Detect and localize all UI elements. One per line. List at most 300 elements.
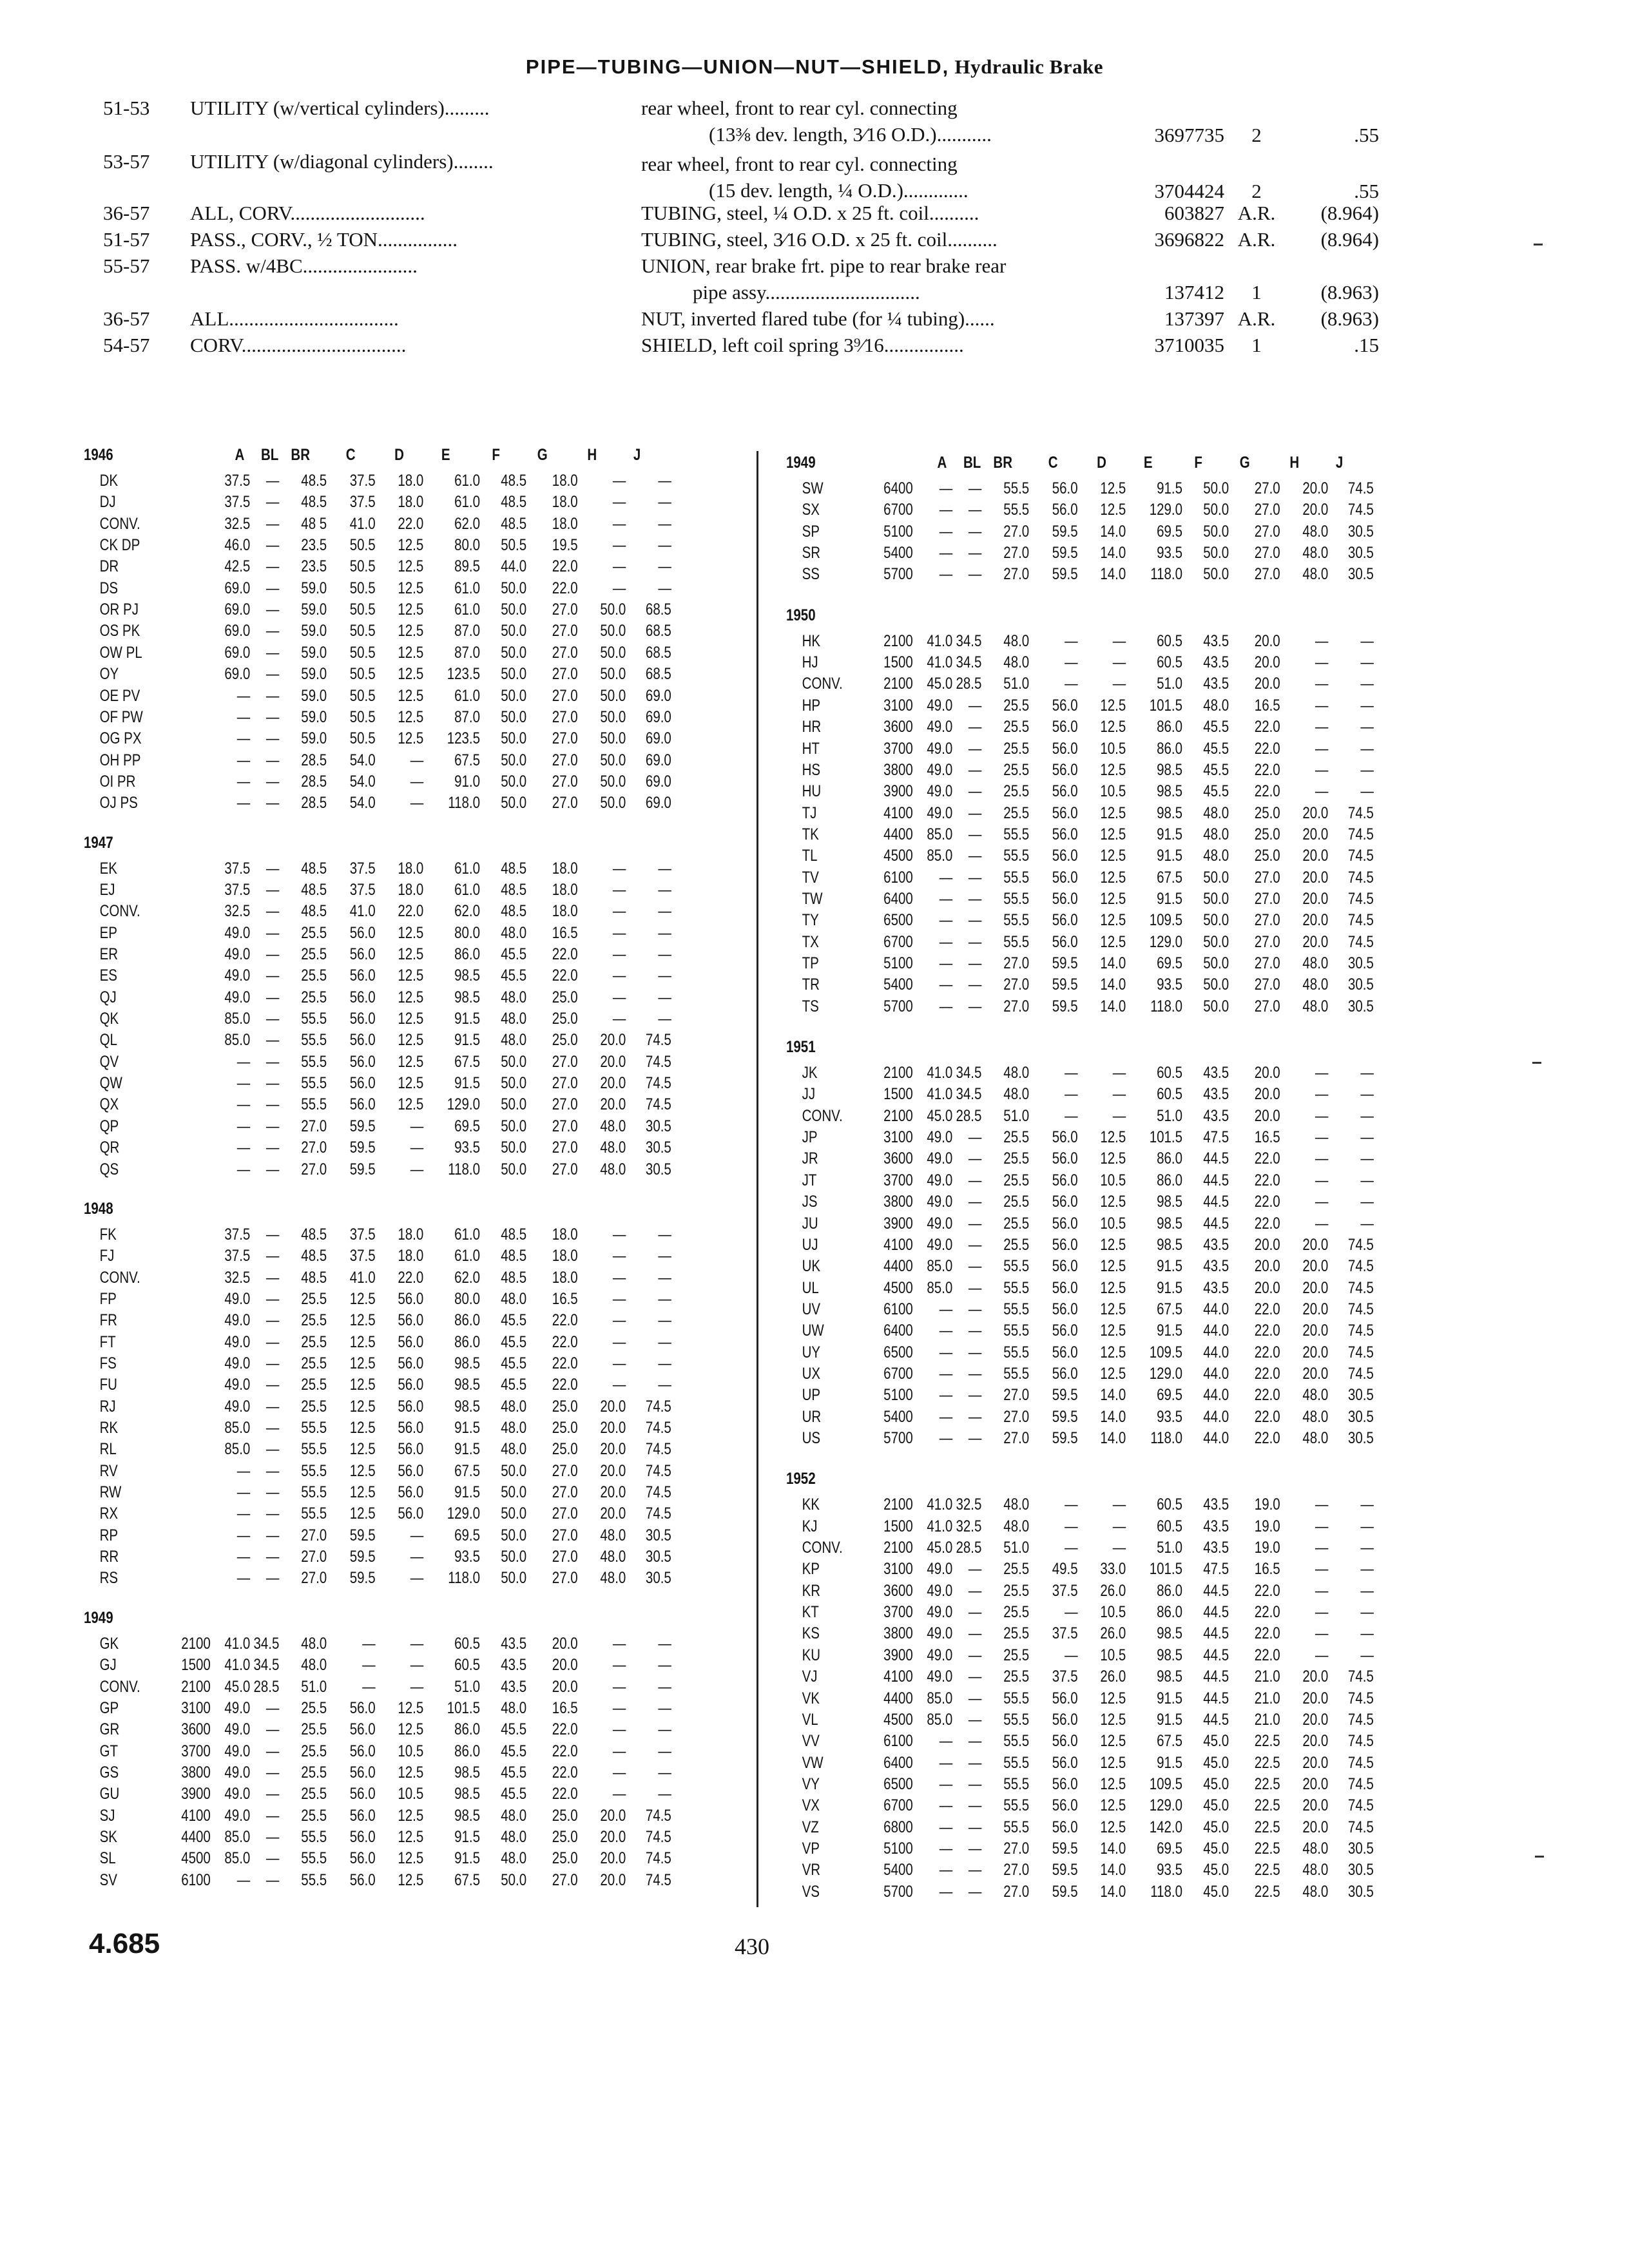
dimension-value: 74.5 xyxy=(1347,1796,1374,1815)
dimension-value: — xyxy=(658,902,671,921)
dimension-value: — xyxy=(1112,631,1126,650)
dimension-value: 28.5 xyxy=(301,794,327,812)
dimension-value: — xyxy=(968,1171,982,1189)
dimension-value: — xyxy=(612,859,626,878)
dimension-value: 14.0 xyxy=(1100,1839,1126,1858)
dimension-value: 101.5 xyxy=(447,1698,480,1717)
dimension-value: 50.0 xyxy=(501,1052,527,1071)
dimension-value: 2100 xyxy=(883,631,913,650)
model-year-heading: 1948 xyxy=(84,1199,113,1218)
dimension-value: 25.0 xyxy=(552,1827,578,1846)
dimension-value: 55.5 xyxy=(301,1052,327,1071)
dimension-value: 62.0 xyxy=(454,1268,480,1287)
part-description: UNION, rear brake frt. pipe to rear brake rear xyxy=(641,255,1007,277)
section-number: 4.685 xyxy=(89,1928,160,1959)
dimension-value: 2100 xyxy=(883,1064,913,1082)
dimension-value: 4100 xyxy=(181,1806,211,1825)
dimension-value: 12.5 xyxy=(398,557,424,576)
dimension-value: 20.0 xyxy=(1254,675,1280,693)
dimension-value: 61.0 xyxy=(454,1247,480,1265)
dimension-value: 61.0 xyxy=(454,686,480,705)
dimension-value: 27.0 xyxy=(1254,479,1280,497)
dimension-value: — xyxy=(1065,653,1078,672)
dimension-value: 56.0 xyxy=(349,1052,376,1071)
dimension-value: 25.5 xyxy=(301,923,327,942)
model-code: VP xyxy=(802,1839,820,1858)
dimension-value: 48.5 xyxy=(501,1225,527,1244)
dimension-value: 22.0 xyxy=(552,1742,578,1760)
dimension-value: 56.0 xyxy=(349,1698,376,1717)
dimension-value: — xyxy=(1315,631,1329,650)
dimension-value: 56.0 xyxy=(398,1419,424,1437)
dimension-value: 59.5 xyxy=(349,1117,376,1135)
dimension-value: 27.0 xyxy=(552,772,578,791)
dimension-value: — xyxy=(968,1882,982,1901)
dimension-value: — xyxy=(658,1311,671,1330)
dimension-value: 60.5 xyxy=(454,1634,480,1653)
dimension-value: — xyxy=(410,1656,424,1675)
dimension-value: 25.0 xyxy=(552,988,578,1006)
dimension-value: — xyxy=(1065,1517,1078,1535)
dimension-value: 37.5 xyxy=(224,1247,251,1265)
dimension-value: 69.0 xyxy=(645,729,671,748)
dimension-value: — xyxy=(968,1257,982,1276)
dimension-value: — xyxy=(968,954,982,972)
dimension-value: 12.5 xyxy=(1100,1710,1126,1729)
dimension-value: 22.0 xyxy=(552,579,578,597)
dimension-value: 48.5 xyxy=(501,493,527,512)
dimension-value: 12.5 xyxy=(1100,803,1126,822)
dimension-value: — xyxy=(658,1268,671,1287)
dimension-value: 60.5 xyxy=(1157,1495,1182,1514)
dimension-value: 18.0 xyxy=(398,493,424,512)
dimension-value: — xyxy=(265,1289,280,1308)
dimension-value: 27.0 xyxy=(301,1526,327,1544)
model-code: CONV. xyxy=(99,514,140,533)
dimension-value: 61.0 xyxy=(454,493,480,512)
dimension-value: 55.5 xyxy=(1003,1364,1030,1383)
dimension-value: — xyxy=(265,1268,280,1287)
dimension-value: 50.0 xyxy=(1203,868,1229,887)
dimension-value: 48.0 xyxy=(1302,1882,1329,1901)
dimension-value: 3800 xyxy=(883,1624,913,1643)
dimension-value: 10.5 xyxy=(1100,1214,1126,1233)
dimension-value: 109.5 xyxy=(1149,911,1182,930)
dimension-value: — xyxy=(939,1407,953,1426)
dimension-value: 3600 xyxy=(181,1720,211,1739)
dimension-value: 27.0 xyxy=(1254,565,1280,584)
dimension-value: 50.0 xyxy=(501,1139,527,1157)
dimension-value: 60.5 xyxy=(1157,631,1182,650)
dimension-value: 61.0 xyxy=(454,472,480,490)
model-code: FP xyxy=(99,1289,117,1308)
model-code: OE PV xyxy=(99,686,140,705)
dimension-value: 68.5 xyxy=(645,665,671,684)
dimension-value: 20.0 xyxy=(600,1806,626,1825)
dimension-value: 56.0 xyxy=(398,1397,424,1416)
dimension-value: 20.0 xyxy=(1254,631,1280,650)
dimension-value: 69.5 xyxy=(1157,1386,1182,1405)
dimension-value: 20.0 xyxy=(1302,1364,1329,1383)
dimension-value: — xyxy=(939,889,953,908)
dimension-value: 49.0 xyxy=(927,1560,953,1579)
dimension-value: 6700 xyxy=(883,932,913,951)
dimension-value: 18.0 xyxy=(398,472,424,490)
dimension-value: 55.5 xyxy=(1003,911,1030,930)
dimension-value: — xyxy=(968,1278,982,1297)
model-code: TW xyxy=(802,889,823,908)
dimension-value: 56.0 xyxy=(1052,932,1078,951)
dimension-value: 27.0 xyxy=(1254,522,1280,541)
dimension-value: 43.5 xyxy=(501,1634,527,1653)
dimension-value: 51.0 xyxy=(301,1677,327,1696)
dimension-value: 25.5 xyxy=(301,1698,327,1717)
dimension-value: 69.5 xyxy=(454,1117,480,1135)
dimension-value: 56.0 xyxy=(349,1095,376,1114)
dimension-value: 98.5 xyxy=(454,1806,480,1825)
dimension-value: — xyxy=(1315,1214,1329,1233)
dimension-value: — xyxy=(658,514,671,533)
part-model: ALL, CORV........................... xyxy=(190,202,425,224)
dimension-value: 12.5 xyxy=(398,579,424,597)
dimension-value: 74.5 xyxy=(645,1052,671,1071)
dimension-value: 91.0 xyxy=(454,772,480,791)
dimension-value: 55.5 xyxy=(1003,1753,1030,1772)
model-code: SJ xyxy=(99,1806,115,1825)
dimension-value: 48.0 xyxy=(501,1419,527,1437)
dimension-value: 3100 xyxy=(883,1560,913,1579)
dimension-value: 43.5 xyxy=(1203,1278,1229,1297)
dimension-value: 10.5 xyxy=(1100,1646,1126,1664)
dimension-value: — xyxy=(658,1698,671,1717)
dimension-value: — xyxy=(612,988,626,1006)
dimension-value: 43.5 xyxy=(1203,1106,1229,1125)
margin-mark xyxy=(1534,244,1543,245)
dimension-value: — xyxy=(236,751,251,769)
dimension-value: — xyxy=(1360,1214,1374,1233)
dimension-value: 51.0 xyxy=(1157,1539,1182,1557)
dimension-value: — xyxy=(612,1634,626,1653)
dimension-value: 18.0 xyxy=(552,902,578,921)
dimension-value: — xyxy=(1065,1064,1078,1082)
dimension-value: — xyxy=(1315,1064,1329,1082)
dimension-value: 12.5 xyxy=(1100,1753,1126,1772)
dimension-value: 48.5 xyxy=(301,902,327,921)
dimension-value: 14.0 xyxy=(1100,1386,1126,1405)
part-price: (8.964) xyxy=(1320,228,1379,251)
dimension-value: 48.5 xyxy=(301,1247,327,1265)
dimension-value: 56.0 xyxy=(398,1311,424,1330)
dimension-value: 14.0 xyxy=(1100,1861,1126,1879)
dimension-value: — xyxy=(658,1742,671,1760)
dimension-value: 25.5 xyxy=(301,1376,327,1394)
dimension-value: 49.0 xyxy=(927,1149,953,1168)
dimension-value: — xyxy=(939,544,953,562)
dimension-value: 61.0 xyxy=(454,880,480,899)
dimension-value: — xyxy=(968,911,982,930)
dimension-value: — xyxy=(658,472,671,490)
dimension-value: 50.0 xyxy=(501,1461,527,1480)
dimension-value: 44.0 xyxy=(501,557,527,576)
model-year-heading: 1951 xyxy=(786,1038,816,1057)
dimension-value: 16.5 xyxy=(552,1698,578,1717)
dimension-value: 20.0 xyxy=(600,1031,626,1050)
model-year-heading: 1946 xyxy=(84,446,113,464)
dimension-value: — xyxy=(265,1376,280,1394)
dimension-value: 91.5 xyxy=(454,1849,480,1868)
dimension-value: — xyxy=(968,479,982,497)
dimension-value: 91.5 xyxy=(1157,1753,1182,1772)
dimension-value: 56.0 xyxy=(349,1031,376,1050)
dimension-value: 55.5 xyxy=(1003,868,1030,887)
dimension-value: — xyxy=(658,859,671,878)
dimension-value: 50.0 xyxy=(600,643,626,662)
part-price: (8.964) xyxy=(1320,202,1379,224)
dimension-value: 32.5 xyxy=(224,1268,251,1287)
dimension-value: 28.5 xyxy=(956,1106,982,1125)
dimension-value: — xyxy=(612,902,626,921)
dimension-value: 12.5 xyxy=(1100,1818,1126,1836)
dimension-value: 69.5 xyxy=(1157,1839,1182,1858)
dimension-value: 44.5 xyxy=(1203,1214,1229,1233)
dimension-value: 68.5 xyxy=(645,601,671,619)
dimension-value: 56.0 xyxy=(1052,1193,1078,1211)
dimension-value: — xyxy=(265,643,280,662)
dimension-value: 12.5 xyxy=(1100,932,1126,951)
dimension-value: — xyxy=(612,1225,626,1244)
model-code: TY xyxy=(802,911,819,930)
model-code: HJ xyxy=(802,653,818,672)
dimension-value: 56.0 xyxy=(1052,696,1078,715)
dimension-value: 85.0 xyxy=(224,1827,251,1846)
dimension-value: — xyxy=(265,1504,280,1523)
model-code: HS xyxy=(802,760,821,779)
dimension-value: 20.0 xyxy=(600,1483,626,1502)
dimension-value: 50.5 xyxy=(349,557,376,576)
dimension-value: 56.0 xyxy=(1052,868,1078,887)
dimension-value: 3700 xyxy=(883,1603,913,1622)
dimension-value: 37.5 xyxy=(1052,1624,1078,1643)
dimension-value: 68.5 xyxy=(645,643,671,662)
dimension-value: — xyxy=(265,1849,280,1868)
dimension-value: 56.0 xyxy=(1052,1214,1078,1233)
dimension-value: 30.5 xyxy=(1347,997,1374,1015)
part-description: SHIELD, left coil spring 3⁹⁄16................ xyxy=(641,334,964,356)
dimension-value: 45.5 xyxy=(1203,782,1229,801)
dimension-value: 27.0 xyxy=(552,1095,578,1114)
dimension-value: — xyxy=(362,1677,376,1696)
dimension-value: 55.5 xyxy=(1003,501,1030,519)
dimension-value: 20.0 xyxy=(1302,1732,1329,1751)
dimension-value: 20.0 xyxy=(1254,1106,1280,1125)
model-code: DK xyxy=(99,472,119,490)
dimension-value: 55.5 xyxy=(1003,1278,1030,1297)
dimension-value: 45.5 xyxy=(501,966,527,985)
dimension-value: 2100 xyxy=(181,1677,211,1696)
dimension-value: 67.5 xyxy=(454,751,480,769)
dimension-value: 69.0 xyxy=(645,772,671,791)
dimension-value: 27.0 xyxy=(1003,1407,1030,1426)
dimension-value: — xyxy=(265,1095,280,1114)
dimension-value: — xyxy=(968,1235,982,1254)
dimension-value: 56.0 xyxy=(398,1483,424,1502)
dimension-value: 59.0 xyxy=(301,665,327,684)
model-code: ES xyxy=(99,966,117,985)
dimension-value: 27.0 xyxy=(552,686,578,705)
column-header-bl: BL xyxy=(963,454,981,472)
dimension-value: 20.0 xyxy=(1302,479,1329,497)
dimension-value: 25.5 xyxy=(301,1763,327,1782)
dimension-value: 50.0 xyxy=(501,1548,527,1566)
dimension-value: — xyxy=(1112,1495,1126,1514)
model-code: OF PW xyxy=(99,707,143,726)
dimension-value: 55.5 xyxy=(301,1849,327,1868)
model-code: HR xyxy=(802,718,822,736)
model-code: GK xyxy=(99,1634,119,1653)
dimension-value: 69.0 xyxy=(645,751,671,769)
dimension-value: 44.5 xyxy=(1203,1689,1229,1707)
dimension-value: — xyxy=(265,472,280,490)
dimension-value: 48.0 xyxy=(1003,1495,1030,1514)
dimension-value: 20.0 xyxy=(1302,1278,1329,1297)
dimension-value: 49.0 xyxy=(927,1171,953,1189)
dimension-value: 91.5 xyxy=(1157,1321,1182,1340)
dimension-value: — xyxy=(968,1429,982,1447)
dimension-value: — xyxy=(265,1483,280,1502)
model-code: TL xyxy=(802,847,818,865)
dimension-value: — xyxy=(265,514,280,533)
dimension-value: 49.0 xyxy=(927,1624,953,1643)
dimension-value: 86.0 xyxy=(454,945,480,963)
dimension-value: 4500 xyxy=(883,847,913,865)
dimension-value: — xyxy=(236,1504,251,1523)
dimension-value: 56.0 xyxy=(1052,1278,1078,1297)
dimension-value: — xyxy=(1112,1085,1126,1104)
dimension-value: 85.0 xyxy=(927,1689,953,1707)
dimension-value: 87.0 xyxy=(454,622,480,640)
dimension-value: 118.0 xyxy=(448,1160,480,1178)
dimension-value: 12.5 xyxy=(398,945,424,963)
dimension-value: 98.5 xyxy=(454,1354,480,1372)
column-header-c: C xyxy=(345,446,356,464)
dimension-value: 86.0 xyxy=(1157,739,1182,758)
dimension-value: — xyxy=(265,579,280,597)
dimension-value: 2100 xyxy=(883,1539,913,1557)
dimension-value: 16.5 xyxy=(1254,1560,1280,1579)
column-header-h: H xyxy=(1289,454,1300,472)
dimension-value: — xyxy=(265,729,280,748)
dimension-value: 22.0 xyxy=(1254,718,1280,736)
dimension-value: 49.0 xyxy=(927,696,953,715)
dimension-value: 49.0 xyxy=(224,1289,251,1308)
dimension-value: — xyxy=(612,493,626,512)
part-quantity: 1 xyxy=(1251,334,1262,356)
dimension-value: 12.5 xyxy=(1100,1257,1126,1276)
dimension-value: 56.0 xyxy=(349,1074,376,1093)
dimension-value: 37.5 xyxy=(224,1225,251,1244)
dimension-value: 25.5 xyxy=(1003,803,1030,822)
dimension-value: 12.5 xyxy=(349,1311,376,1330)
dimension-value: 91.5 xyxy=(1157,1710,1182,1729)
dimension-value: 56.0 xyxy=(349,966,376,985)
dimension-value: — xyxy=(658,536,671,555)
dimension-value: 49.0 xyxy=(927,760,953,779)
model-code: HK xyxy=(802,631,821,650)
dimension-value: 27.0 xyxy=(552,794,578,812)
dimension-value: 91.5 xyxy=(454,1031,480,1050)
dimension-value: 30.5 xyxy=(1347,1839,1374,1858)
dimension-value: 14.0 xyxy=(1100,1882,1126,1901)
dimension-value: 49.0 xyxy=(224,1376,251,1394)
dimension-value: 56.0 xyxy=(398,1289,424,1308)
dimension-value: 20.0 xyxy=(1302,1257,1329,1276)
dimension-value: 49.0 xyxy=(927,1581,953,1600)
dimension-value: 6100 xyxy=(181,1870,211,1889)
dimension-value: 49.0 xyxy=(224,1354,251,1372)
dimension-value: — xyxy=(612,1376,626,1394)
dimension-value: 12.5 xyxy=(1100,1193,1126,1211)
dimension-value: 118.0 xyxy=(448,794,480,812)
dimension-value: 93.5 xyxy=(454,1139,480,1157)
model-code: FK xyxy=(99,1225,117,1244)
dimension-value: — xyxy=(658,1720,671,1739)
dimension-value: 33.0 xyxy=(1100,1560,1126,1579)
dimension-value: 50.0 xyxy=(600,622,626,640)
dimension-value: 129.0 xyxy=(1149,1364,1182,1383)
dimension-value: 49.0 xyxy=(927,803,953,822)
model-code: TS xyxy=(802,997,819,1015)
dimension-value: — xyxy=(968,1407,982,1426)
dimension-value: 20.0 xyxy=(1302,1753,1329,1772)
dimension-value: 55.5 xyxy=(1003,1689,1030,1707)
dimension-value: 48.0 xyxy=(501,1806,527,1825)
dimension-value: — xyxy=(265,1742,280,1760)
model-code: CONV. xyxy=(99,902,140,921)
dimension-value: — xyxy=(1360,718,1374,736)
dimension-value: 25.5 xyxy=(1003,1581,1030,1600)
dimension-value: 56.0 xyxy=(398,1461,424,1480)
dimension-value: 22.5 xyxy=(1254,1882,1280,1901)
dimension-value: — xyxy=(265,859,280,878)
dimension-value: 27.0 xyxy=(552,1569,578,1588)
dimension-value: 74.5 xyxy=(1347,803,1374,822)
dimension-value: 30.5 xyxy=(645,1160,671,1178)
dimension-value: 12.5 xyxy=(1100,1796,1126,1815)
dimension-value: 74.5 xyxy=(1347,1364,1374,1383)
dimension-value: 12.5 xyxy=(1100,501,1126,519)
dimension-value: — xyxy=(939,479,953,497)
dimension-value: 50.0 xyxy=(501,1160,527,1178)
dimension-value: — xyxy=(612,1677,626,1696)
dimension-value: 22.0 xyxy=(1254,760,1280,779)
dimension-value: — xyxy=(658,1656,671,1675)
dimension-value: 22.0 xyxy=(1254,1407,1280,1426)
dimension-value: 43.5 xyxy=(1203,1064,1229,1082)
column-header-d: D xyxy=(394,446,404,464)
dimension-value: 25.0 xyxy=(552,1419,578,1437)
dimension-value: — xyxy=(612,1785,626,1803)
dimension-value: — xyxy=(265,1354,280,1372)
model-code: HT xyxy=(802,739,820,758)
dimension-value: — xyxy=(236,772,251,791)
dimension-value: 25.5 xyxy=(301,1311,327,1330)
dimension-value: — xyxy=(410,1677,424,1696)
dimension-value: 3100 xyxy=(181,1698,211,1717)
dimension-value: 55.5 xyxy=(1003,1343,1030,1361)
column-header-h: H xyxy=(587,446,597,464)
dimension-value: — xyxy=(939,501,953,519)
dimension-value: 18.0 xyxy=(552,1225,578,1244)
